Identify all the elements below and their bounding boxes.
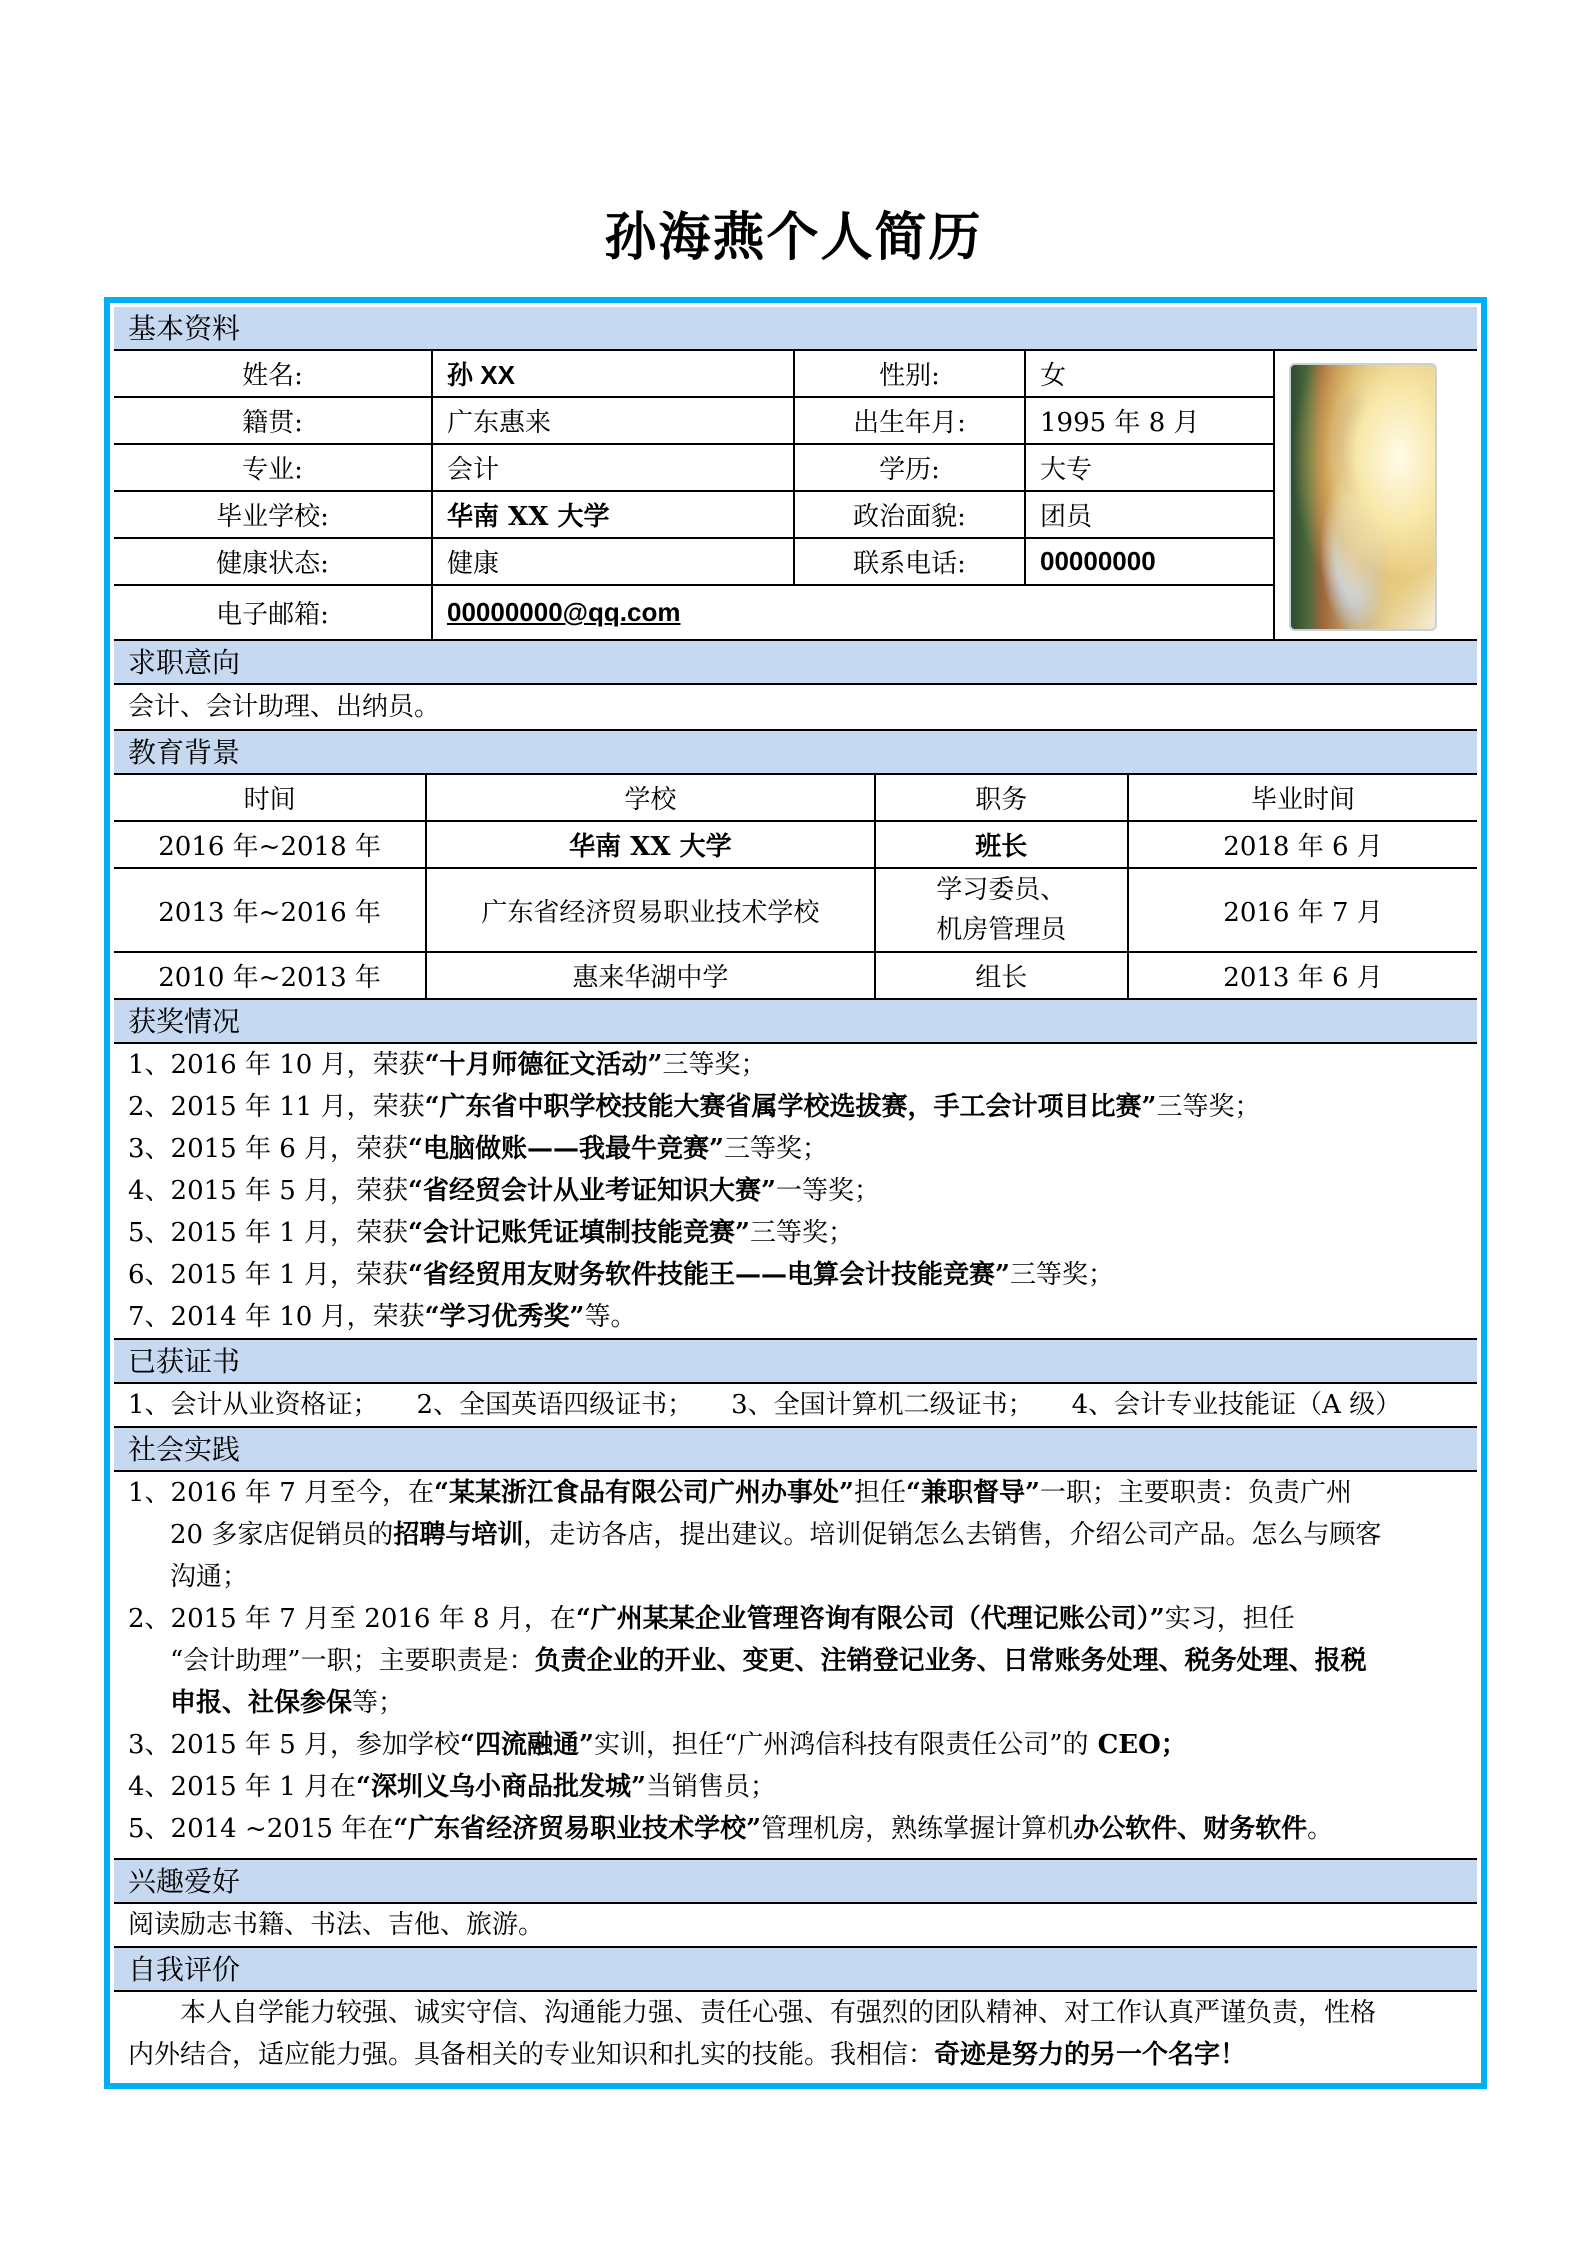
award-item: 4、2015 年 5 月，荣获“省经贸会计从业考证知识大赛”一等奖；	[128, 1176, 880, 1206]
hobbies-text: 阅读励志书籍、书法、吉他、旅游。	[128, 1910, 545, 1940]
practice-list	[114, 1472, 1477, 1860]
label-major: 专业:	[242, 455, 303, 485]
edu-role-line1: 学习委员、	[936, 875, 1067, 905]
label-school: 毕业学校:	[216, 502, 329, 532]
edu-grad: 2018 年 6 月	[1127, 822, 1477, 867]
education-row	[114, 822, 1477, 869]
education-table	[114, 775, 1477, 1000]
label-native-place: 籍贯:	[242, 408, 303, 438]
edu-grad: 2013 年 6 月	[1127, 953, 1477, 998]
edu-time: 2010 年~2013 年	[158, 963, 381, 993]
email-link[interactable]: 00000000@qq.com	[431, 586, 1273, 639]
award-item: 6、2015 年 1 月，荣获“省经贸用友财务软件技能王——电算会计技能竞赛”三等奖；	[128, 1260, 1114, 1290]
edu-time: 2013 年~2016 年	[158, 897, 381, 928]
education-row	[114, 869, 1477, 953]
section-practice-header: 社会实践	[114, 1428, 1477, 1472]
section-certs-header: 已获证书	[114, 1340, 1477, 1384]
value-birth: 1995 年 8 月	[1024, 398, 1273, 443]
edu-role: 组长	[874, 953, 1128, 998]
basic-row	[114, 398, 1273, 445]
self-eval-content	[114, 1992, 1477, 2078]
basic-info-table	[114, 351, 1477, 641]
award-item: 1、2016 年 10 月，荣获“十月师德征文活动”三等奖；	[128, 1050, 767, 1080]
section-education-header: 教育背景	[114, 731, 1477, 775]
value-degree: 大专	[1024, 445, 1273, 490]
value-political: 团员	[1024, 492, 1273, 537]
value-health: 健康	[431, 539, 793, 584]
edu-time: 2016 年~2018 年	[158, 832, 381, 862]
practice-line: 4、2015 年 1 月在“深圳义乌小商品批发城”当销售员；	[128, 1772, 776, 1802]
education-row	[114, 953, 1477, 1000]
practice-line: 1、2016 年 7 月至今，在“某某浙江食品有限公司广州办事处”担任“兼职督导”一职；主要职责：负责广州	[128, 1478, 1352, 1508]
cert-item: 1、会计从业资格证；	[128, 1390, 379, 1420]
award-item: 5、2015 年 1 月，荣获“会计记账凭证填制技能竞赛”三等奖；	[128, 1218, 854, 1248]
hobbies-content	[114, 1904, 1477, 1948]
section-self-eval-header: 自我评价	[114, 1948, 1477, 1992]
label-health: 健康状态:	[216, 549, 329, 579]
label-name: 姓名:	[242, 361, 303, 391]
page-title: 孙海燕个人简历	[604, 208, 983, 268]
section-awards-header: 获奖情况	[114, 1000, 1477, 1044]
practice-line: 2、2015 年 7 月至 2016 年 8 月，在“广州某某企业管理咨询有限公司（代理记账公司）”实习，担任	[128, 1604, 1295, 1634]
practice-line: 20 多家店促销员的招聘与培训，走访各店，提出建议。培训促销怎么去销售，介绍公司产品。怎么与顾客	[170, 1520, 1382, 1550]
edu-role: 班长	[874, 822, 1128, 867]
basic-row-email	[114, 586, 1273, 639]
label-political: 政治面貌:	[793, 492, 1024, 537]
awards-list	[114, 1044, 1477, 1340]
practice-line: 5、2014 ~2015 年在“广东省经济贸易职业技术学校”管理机房，熟练掌握计算机办公软件、财务软件。	[128, 1814, 1334, 1844]
practice-line: 3、2015 年 5 月，参加学校“四流融通”实训，担任“广州鸿信科技有限责任公司”的 CEO；	[128, 1730, 1187, 1760]
cert-item: 2、全国英语四级证书；	[416, 1390, 694, 1420]
basic-row	[114, 445, 1273, 492]
section-basic-header: 基本资料	[114, 307, 1477, 351]
basic-row	[114, 492, 1273, 539]
label-degree: 学历:	[793, 445, 1024, 490]
basic-row	[114, 539, 1273, 586]
label-phone: 联系电话:	[793, 539, 1024, 584]
section-intent-header: 求职意向	[114, 641, 1477, 685]
award-item: 2、2015 年 11 月，荣获“广东省中职学校技能大赛省属学校选拔赛，手工会计项目比赛”三等奖；	[128, 1092, 1261, 1122]
self-eval-line: 本人自学能力较强、诚实守信、沟通能力强、责任心强、有强烈的团队精神、对工作认真严谨负责，性格	[180, 1998, 1377, 2028]
practice-line: 申报、社保参保等；	[170, 1688, 405, 1718]
award-item: 3、2015 年 6 月，荣获“电脑做账——我最牛竞赛”三等奖；	[128, 1134, 828, 1164]
resume-frame	[104, 297, 1487, 2089]
label-gender: 性别:	[793, 351, 1024, 396]
edu-school: 惠来华湖中学	[425, 953, 873, 998]
value-school: 华南 XX 大学	[431, 492, 793, 537]
self-eval-line: 内外结合，适应能力强。具备相关的专业知识和扎实的技能。我相信：奇迹是努力的另一个名字！	[128, 2040, 1247, 2070]
value-gender: 女	[1024, 351, 1273, 396]
cert-item: 3、全国计算机二级证书；	[731, 1390, 1034, 1420]
col-time: 时间	[243, 785, 296, 815]
intent-content	[114, 685, 1477, 731]
profile-photo-icon	[1289, 363, 1437, 631]
value-name: 孙 XX	[431, 351, 793, 396]
photo-cell	[1273, 351, 1485, 639]
col-school: 学校	[425, 775, 873, 820]
edu-role-line2: 机房管理员	[936, 915, 1067, 945]
award-item: 7、2014 年 10 月，荣获“学习优秀奖”等。	[128, 1302, 637, 1332]
value-major: 会计	[431, 445, 793, 490]
label-birth: 出生年月:	[793, 398, 1024, 443]
edu-role	[874, 869, 1128, 951]
edu-school: 广东省经济贸易职业技术学校	[425, 869, 873, 951]
education-header-row	[114, 775, 1477, 822]
certs-list	[114, 1384, 1477, 1428]
edu-school: 华南 XX 大学	[425, 822, 873, 867]
col-grad: 毕业时间	[1127, 775, 1477, 820]
practice-line: 沟通；	[170, 1562, 249, 1592]
value-native-place: 广东惠来	[431, 398, 793, 443]
cert-item: 4、会计专业技能证（A 级）	[1071, 1390, 1402, 1420]
basic-row	[114, 351, 1273, 398]
label-email: 电子邮箱:	[216, 600, 329, 630]
practice-line: “会计助理”一职；主要职责是：负责企业的开业、变更、注销登记业务、日常账务处理、税务处理、报税	[170, 1646, 1367, 1676]
intent-text: 会计、会计助理、出纳员。	[128, 692, 441, 722]
col-role: 职务	[874, 775, 1128, 820]
value-phone: 00000000	[1024, 539, 1273, 584]
edu-grad: 2016 年 7 月	[1127, 869, 1477, 951]
section-hobbies-header: 兴趣爱好	[114, 1860, 1477, 1904]
